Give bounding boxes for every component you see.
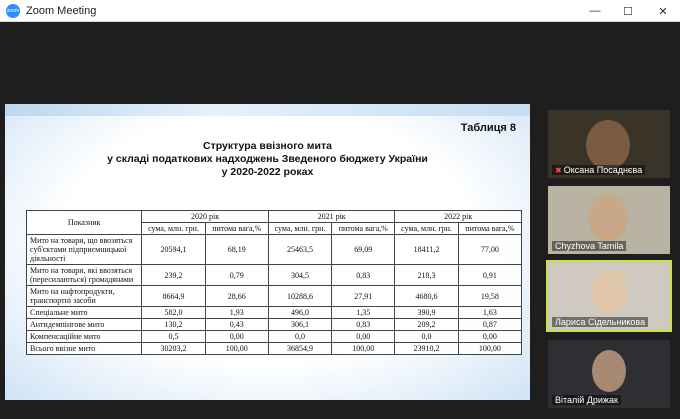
participant-video [588,194,628,242]
table-row [27,307,522,319]
cell-sum: 8664,9 [142,286,205,307]
row-label: Мито на товари, які ввозяться (пересилаються) громадянами [27,265,142,286]
cell-share: 0,43 [205,319,268,331]
cell-sum: 304,5 [268,265,331,286]
participant-tile[interactable] [548,340,670,408]
cell-share: 100,00 [458,343,521,355]
participant-name: Chyzhova Tamila [552,241,626,251]
table-row [27,235,522,265]
table-body [27,235,522,355]
row-label: Спеціальне мито [27,307,142,319]
table-row [27,265,522,286]
row-label: Мито на товари, що ввозяться суб'єктами підприємницької діяльності [27,235,142,265]
cell-sum: 0,0 [268,331,331,343]
close-button[interactable]: ✕ [658,5,668,18]
header-sum: сума, млн. грн. [268,223,331,235]
table-row [27,319,522,331]
cell-share: 69,09 [332,235,395,265]
header-sum: сума, млн. грн. [395,223,458,235]
table-row [27,286,522,307]
window-title: Zoom Meeting [26,4,97,17]
cell-share: 28,66 [205,286,268,307]
cell-share: 77,00 [458,235,521,265]
mic-muted-icon: ✖ [555,166,562,175]
cell-sum: 36854,9 [268,343,331,355]
cell-sum: 0,5 [142,331,205,343]
cell-sum: 20594,1 [142,235,205,265]
row-label: Мито на нафтопродукти, транспортні засоби [27,286,142,307]
slide-top-band [5,104,530,116]
cell-sum: 390,9 [395,307,458,319]
participant-tile[interactable] [548,186,670,254]
shared-screen-slide[interactable] [5,104,530,400]
cell-sum: 218,3 [395,265,458,286]
cell-share: 0,00 [458,331,521,343]
cell-share: 0,83 [332,319,395,331]
header-share: питома вага,% [205,223,268,235]
participant-video [586,120,630,170]
header-year-2021: 2021 рік [268,211,395,223]
cell-share: 0,00 [332,331,395,343]
header-indicator: Показник [27,211,142,235]
cell-share: 100,00 [332,343,395,355]
zoom-logo-icon: zoom [6,4,20,18]
cell-sum: 239,2 [142,265,205,286]
cell-share: 0,87 [458,319,521,331]
participant-name: Лариса Сідельникова [552,317,648,327]
cell-sum: 30203,2 [142,343,205,355]
cell-sum: 25463,5 [268,235,331,265]
cell-share: 0,00 [205,331,268,343]
cell-share: 68,19 [205,235,268,265]
header-year-2020: 2020 рік [142,211,269,223]
row-label: Всього ввізне мито [27,343,142,355]
cell-sum: 582,0 [142,307,205,319]
cell-sum: 4680,6 [395,286,458,307]
header-year-2022: 2022 рік [395,211,522,223]
participant-video [592,350,626,392]
table-row [27,331,522,343]
cell-sum: 18411,2 [395,235,458,265]
cell-sum: 130,2 [142,319,205,331]
participant-name: Віталій Дрижак [552,395,621,405]
row-label: Антидемпінгове мито [27,319,142,331]
participant-name: ✖ Оксана Посаднєва [552,165,645,175]
window-titlebar [0,0,680,22]
meeting-stage [0,22,680,419]
minimize-button[interactable]: — [589,5,601,17]
cell-sum: 496,0 [268,307,331,319]
table-number: Таблиця 8 [460,122,516,134]
cell-sum: 0,0 [395,331,458,343]
customs-duty-table [26,210,522,355]
maximize-button[interactable]: ☐ [623,5,633,18]
header-share: питома вага,% [458,223,521,235]
participant-tile-active-speaker[interactable] [548,262,670,330]
cell-share: 0,91 [458,265,521,286]
cell-share: 19,58 [458,286,521,307]
slide-title-line: у 2020-2022 роках [221,166,314,178]
header-sum: сума, млн. грн. [142,223,205,235]
cell-share: 1,63 [458,307,521,319]
participant-tile[interactable] [548,110,670,178]
row-label: Компенсаційне мито [27,331,142,343]
cell-share: 1,93 [205,307,268,319]
slide-title [5,140,530,179]
cell-sum: 306,1 [268,319,331,331]
table-row [27,343,522,355]
header-share: питома вага,% [332,223,395,235]
cell-share: 0,83 [332,265,395,286]
participant-video [592,270,628,314]
cell-share: 27,91 [332,286,395,307]
cell-share: 100,00 [205,343,268,355]
cell-share: 1,35 [332,307,395,319]
cell-sum: 209,2 [395,319,458,331]
cell-sum: 10288,6 [268,286,331,307]
slide-title-line: Структура ввізного мита [203,140,332,152]
slide-title-line: у складі податкових надходжень Зведеного бюджету України [107,153,428,165]
cell-sum: 23910,2 [395,343,458,355]
cell-share: 0,79 [205,265,268,286]
table-header-row [27,211,522,223]
